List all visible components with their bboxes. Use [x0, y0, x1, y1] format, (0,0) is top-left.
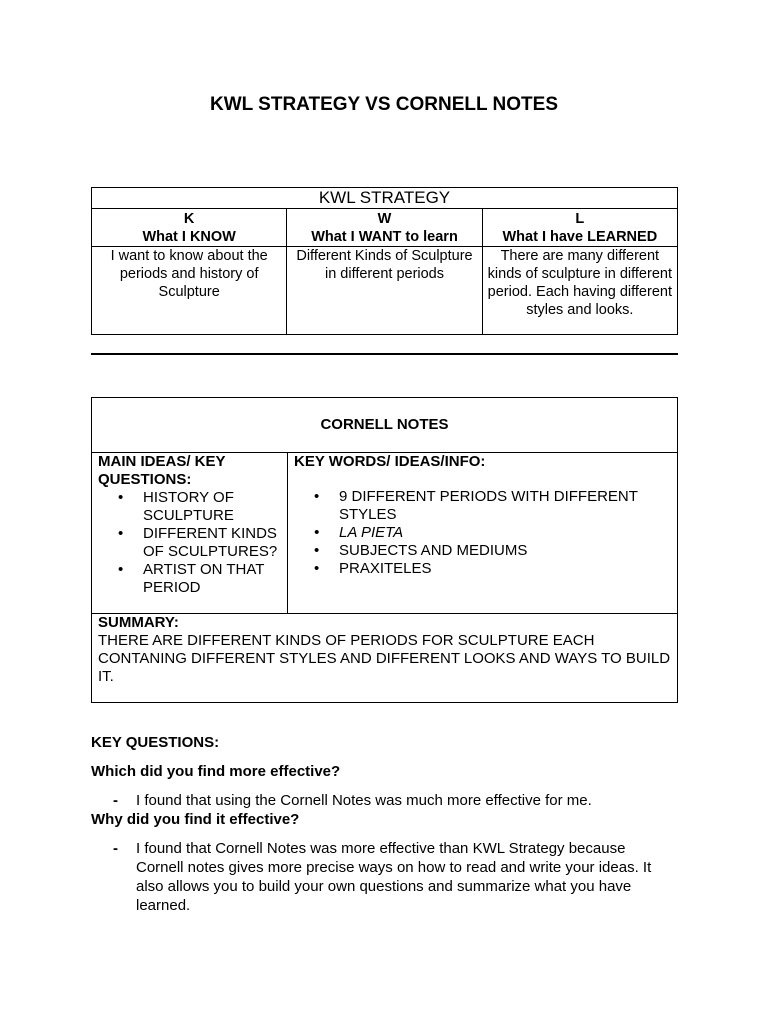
list-item: • DIFFERENT KINDS OF SCULPTURES? [143, 525, 281, 561]
key-questions-heading: KEY QUESTIONS: [91, 734, 220, 751]
summary-text: THERE ARE DIFFERENT KINDS OF PERIODS FOR SCULPTURE EACH CONTANING DIFFERENT STYLES AND DIFFERENT LOOKS AND WAYS TO BUILD IT. [98, 632, 671, 685]
question-2: Why did you find it effective? [91, 811, 300, 828]
list-item: • HISTORY OF SCULPTURE [143, 489, 281, 525]
kwl-header-w [287, 209, 482, 247]
kwl-heading-w: What I WANT to learn [311, 229, 458, 245]
key-questions-section [91, 733, 671, 915]
kwl-header-k [92, 209, 287, 247]
key-words-list [294, 488, 671, 578]
kwl-letter-w: W [377, 211, 392, 227]
cornell-notes-table [91, 397, 678, 703]
list-item: • ARTIST ON THAT PERIOD [143, 561, 281, 597]
main-ideas-cell [92, 453, 288, 614]
kwl-title-text: KWL STRATEGY [318, 188, 451, 207]
summary-cell [92, 614, 678, 703]
kwl-table [91, 187, 678, 335]
main-ideas-list [98, 489, 281, 597]
list-item: • PRAXITELES [339, 560, 671, 578]
list-item: • LA PIETA [339, 524, 671, 542]
kwl-cell-l: There are many different kinds of sculpture in different period. Each having different styles and looks. [482, 247, 677, 335]
kwl-heading-k: What I KNOW [142, 229, 236, 245]
kwl-cell-k: I want to know about the periods and history of Sculpture [92, 247, 287, 335]
cornell-title: CORNELL NOTES [92, 398, 678, 453]
kwl-table-title [92, 188, 678, 209]
key-words-cell [288, 453, 678, 614]
list-item: • 9 DIFFERENT PERIODS WITH DIFFERENT STYLES [339, 488, 671, 524]
answer-1: - I found that using the Cornell Notes was much more effective for me. [91, 791, 671, 810]
kwl-letter-l: L [575, 211, 585, 227]
kwl-header-l [482, 209, 677, 247]
kwl-heading-l: What I have LEARNED [502, 229, 658, 245]
summary-label: SUMMARY: [98, 614, 179, 631]
document-title: KWL STRATEGY VS CORNELL NOTES [209, 94, 558, 115]
answer-2: - I found that Cornell Notes was more effective than KWL Strategy because Cornell notes gives more precise ways on how to read and write your ideas. It also allows you to build your own questions and summarize what you have learned. [91, 839, 671, 915]
list-item: • SUBJECTS AND MEDIUMS [339, 542, 671, 560]
kwl-letter-k: K [183, 211, 195, 227]
horizontal-divider [91, 353, 678, 355]
question-1: Which did you find more effective? [91, 763, 341, 780]
kwl-cell-w: Different Kinds of Sculpture in different periods [287, 247, 482, 335]
key-words-label: KEY WORDS/ IDEAS/INFO: [294, 453, 486, 470]
main-ideas-label: MAIN IDEAS/ KEY QUESTIONS: [98, 453, 226, 488]
